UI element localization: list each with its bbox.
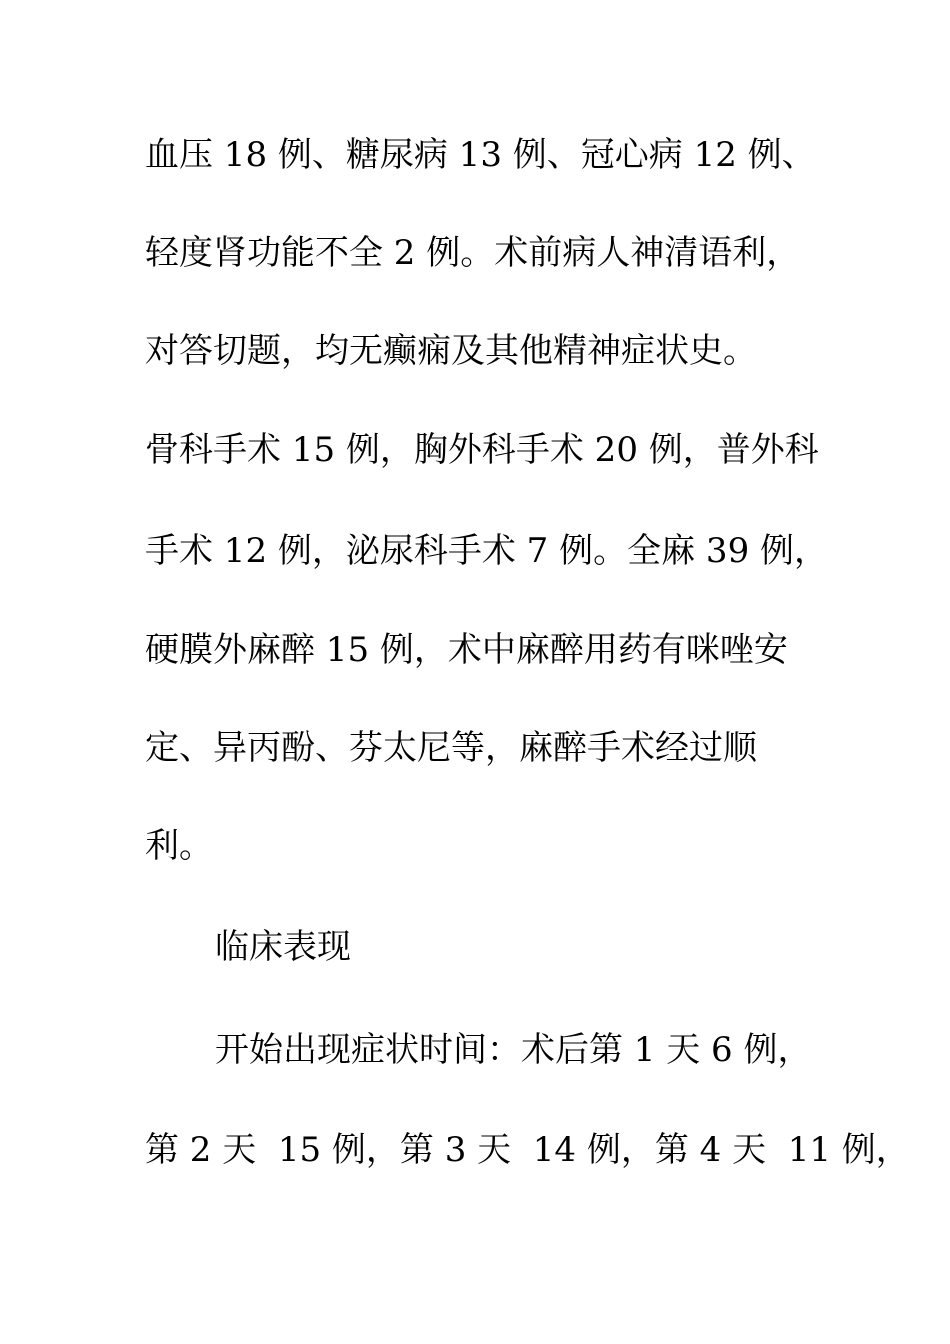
section-heading: 临床表现 [215, 927, 351, 967]
text-line: 开始出现症状时间：术后第 1 天 6 例， [215, 1030, 812, 1070]
text-line: 利。 [145, 826, 213, 866]
text-line: 硬膜外麻醉 15 例，术中麻醉用药有咪唑安 [145, 630, 788, 670]
text-line: 第 2 天 15 例，第 3 天 14 例，第 4 天 11 例， [145, 1130, 910, 1170]
text-line: 定、异丙酚、芬太尼等，麻醉手术经过顺 [145, 728, 757, 768]
text-line: 血压 18 例、糖尿病 13 例、冠心病 12 例、 [145, 135, 816, 175]
text-line: 轻度肾功能不全 2 例。术前病人神清语利， [145, 233, 801, 273]
text-line: 对答切题，均无癫痫及其他精神症状史。 [145, 331, 757, 371]
text-line: 骨科手术 15 例，胸外科手术 20 例，普外科 [145, 430, 819, 470]
text-line: 手术 12 例，泌尿科手术 7 例。全麻 39 例， [145, 531, 829, 571]
